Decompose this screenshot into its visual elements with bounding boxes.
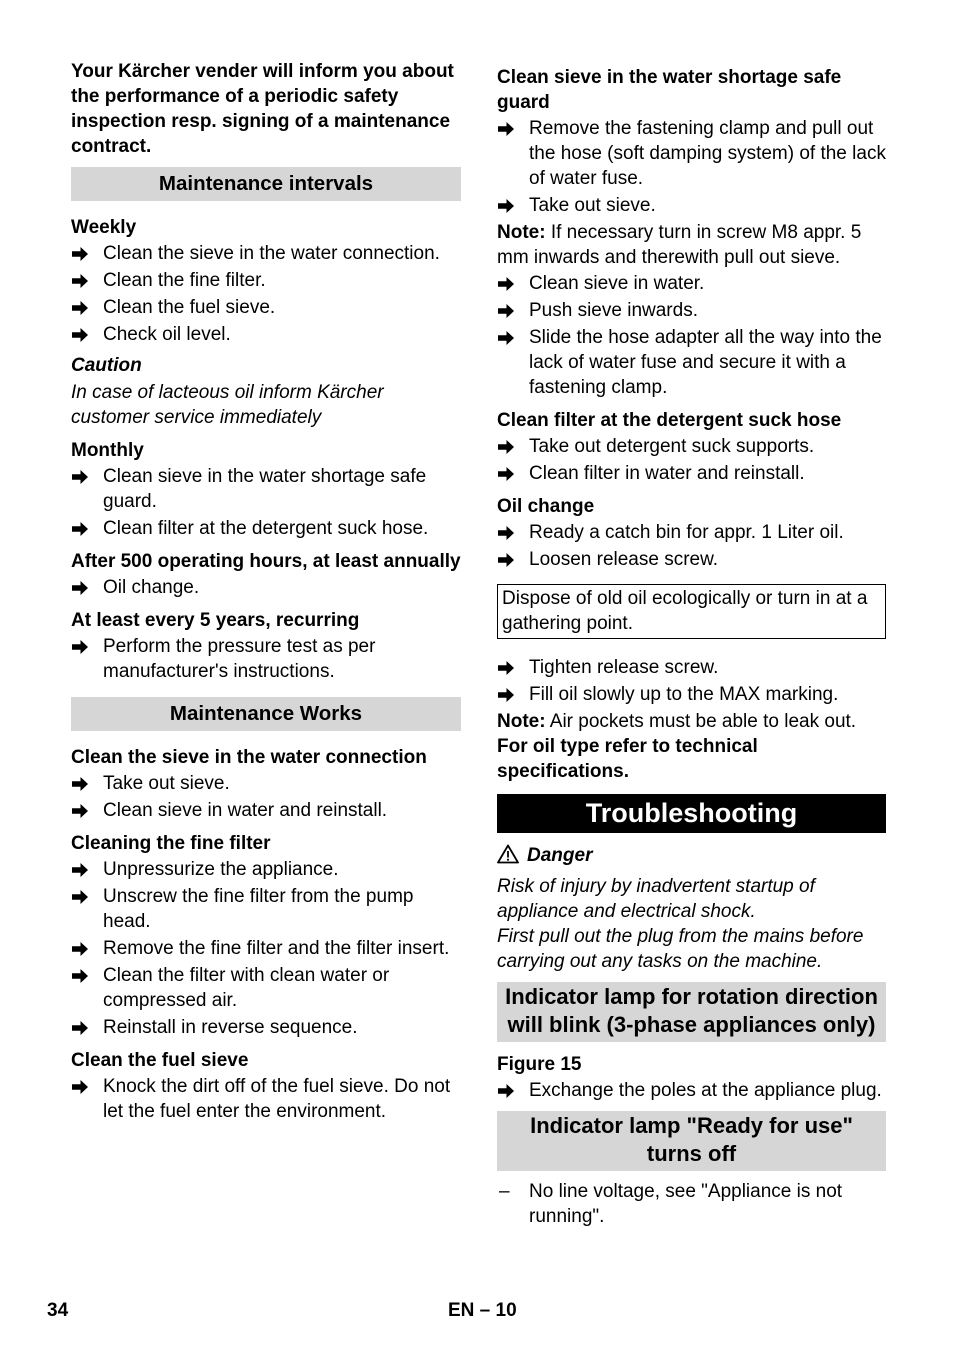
list-detergent-filter <box>497 434 886 486</box>
arrow-right-icon <box>71 857 103 882</box>
list-item-text: Clean the fuel sieve. <box>103 297 276 318</box>
list-item-text: Clean the filter with clean water or compressed air. <box>103 965 390 1011</box>
list-item <box>71 464 461 514</box>
danger-label: Danger <box>527 845 593 866</box>
list-item <box>497 655 886 680</box>
arrow-right-icon <box>497 325 529 350</box>
left-column <box>71 59 461 1126</box>
list-item-text: Reinstall in reverse sequence. <box>103 1017 358 1038</box>
arrow-right-icon <box>71 322 103 347</box>
arrow-right-icon <box>71 241 103 266</box>
list-item <box>71 241 461 266</box>
danger-heading <box>497 843 886 871</box>
section-maintenance-intervals: Maintenance intervals <box>71 167 461 201</box>
heading-every-5-years: At least every 5 years, recurring <box>71 610 360 631</box>
list-weekly <box>71 241 461 347</box>
list-item-text: Knock the dirt off of the fuel sieve. Do not let the fuel enter the environment. <box>103 1076 451 1122</box>
list-after-500-hours <box>71 575 461 600</box>
note-label: Note: <box>497 711 546 732</box>
arrow-right-icon <box>71 464 103 489</box>
arrow-right-icon <box>71 936 103 961</box>
list-item-text: Clean the fine filter. <box>103 270 266 291</box>
arrow-right-icon <box>71 1074 103 1099</box>
arrow-right-icon <box>71 771 103 796</box>
list-item-text: Unpressurize the appliance. <box>103 859 339 880</box>
list-item-text: Unscrew the fine filter from the pump head. <box>103 886 414 932</box>
arrow-right-icon <box>71 884 103 909</box>
section-page-number: EN – 10 <box>448 1300 517 1321</box>
list-item-text: Clean filter at the detergent suck hose. <box>103 518 429 539</box>
arrow-right-icon <box>497 193 529 218</box>
danger-text-2: First pull out the plug from the mains before carrying out any tasks on the machine. <box>497 926 864 972</box>
list-item-text: Take out sieve. <box>103 773 230 794</box>
arrow-right-icon <box>497 461 529 486</box>
arrow-right-icon <box>71 575 103 600</box>
list-item <box>497 434 886 459</box>
heading-water-shortage: Clean sieve in the water shortage safe guard <box>497 67 842 113</box>
list-item <box>497 116 886 191</box>
caution-text: In case of lacteous oil inform Kärcher customer service immediately <box>71 382 384 428</box>
danger-text-1: Risk of injury by inadvertent startup of appliance and electrical shock. <box>497 876 815 922</box>
list-item-text: Clean sieve in water and reinstall. <box>103 800 388 821</box>
list-oil-change-a <box>497 520 886 572</box>
section-maintenance-works: Maintenance Works <box>71 697 461 731</box>
list-item-text: Slide the hose adapter all the way into the lack of water fuse and secure it with a fastening clamp. <box>529 327 882 398</box>
section-troubleshooting: Troubleshooting <box>497 794 886 833</box>
list-item <box>497 298 886 323</box>
heading-after-500-hours: After 500 operating hours, at least annually <box>71 551 461 572</box>
list-item <box>71 936 461 961</box>
list-item <box>497 1078 886 1103</box>
list-item-text: Remove the fastening clamp and pull out the hose (soft damping system) of the lack of water fuse. <box>529 118 886 189</box>
note-label: Note: <box>497 222 546 243</box>
list-item-text: Perform the pressure test as per manufacturer's instructions. <box>103 636 376 682</box>
list-item <box>497 271 886 296</box>
list-item <box>71 798 461 823</box>
list-item-text: Remove the fine filter and the filter insert. <box>103 938 450 959</box>
right-column <box>497 65 886 1231</box>
list-item <box>71 771 461 796</box>
heading-fuel-sieve: Clean the fuel sieve <box>71 1050 249 1071</box>
heading-oil-change: Oil change <box>497 496 595 517</box>
arrow-right-icon <box>497 434 529 459</box>
list-item-text: Exchange the poles at the appliance plug. <box>529 1080 882 1101</box>
list-item <box>71 295 461 320</box>
arrow-right-icon <box>497 547 529 572</box>
heading-weekly: Weekly <box>71 217 137 238</box>
list-monthly <box>71 464 461 541</box>
arrow-right-icon <box>497 1078 529 1103</box>
list-item <box>497 520 886 545</box>
heading-detergent-filter: Clean filter at the detergent suck hose <box>497 410 842 431</box>
dash-bullet: – <box>499 1181 510 1202</box>
arrow-right-icon <box>71 634 103 659</box>
oil-type-reference: For oil type refer to technical specifications. <box>497 736 758 782</box>
arrow-right-icon <box>497 655 529 680</box>
list-oil-change-b <box>497 655 886 707</box>
list-item <box>71 634 461 684</box>
list-item-text: Check oil level. <box>103 324 231 345</box>
list-item <box>71 884 461 934</box>
list-item <box>71 963 461 1013</box>
list-item <box>497 682 886 707</box>
list-item <box>71 516 461 541</box>
list-item <box>71 857 461 882</box>
list-water-shortage-a <box>497 116 886 218</box>
list-item-text: Loosen release screw. <box>529 549 719 570</box>
list-rotation-lamp <box>497 1078 886 1103</box>
section-ready-lamp: Indicator lamp "Ready for use" turns off <box>497 1111 886 1171</box>
list-item <box>71 322 461 347</box>
list-item-text: Oil change. <box>103 577 200 598</box>
section-rotation-lamp: Indicator lamp for rotation direction will blink (3-phase appliances only) <box>497 982 886 1042</box>
arrow-right-icon <box>71 963 103 988</box>
note-water-shortage <box>497 220 886 270</box>
arrow-right-icon <box>71 798 103 823</box>
arrow-right-icon <box>497 520 529 545</box>
list-item-text: Take out detergent suck supports. <box>529 436 815 457</box>
list-item <box>497 1179 886 1229</box>
list-item <box>71 575 461 600</box>
note-oil-change <box>497 709 886 734</box>
arrow-right-icon <box>497 116 529 141</box>
arrow-right-icon <box>497 682 529 707</box>
list-item <box>497 193 886 218</box>
list-fuel-sieve <box>71 1074 461 1124</box>
list-item-text: No line voltage, see "Appliance is not running". <box>529 1181 843 1227</box>
list-item <box>497 461 886 486</box>
figure-reference: Figure 15 <box>497 1054 582 1075</box>
heading-caution: Caution <box>71 355 142 376</box>
arrow-right-icon <box>71 1015 103 1040</box>
list-water-shortage-b <box>497 271 886 400</box>
list-item <box>71 1074 461 1124</box>
heading-monthly: Monthly <box>71 440 144 461</box>
heading-water-connection: Clean the sieve in the water connection <box>71 747 427 768</box>
list-item-text: Clean the sieve in the water connection. <box>103 243 440 264</box>
intro-text: Your Kärcher vender will inform you about the performance of a periodic safety inspection resp. signing of a maintenance contract. <box>71 61 454 157</box>
list-item-text: Push sieve inwards. <box>529 300 698 321</box>
list-item <box>71 1015 461 1040</box>
list-item-text: Clean sieve in water. <box>529 273 705 294</box>
page-number: 34 <box>47 1300 69 1321</box>
list-water-connection <box>71 771 461 823</box>
list-item-text: Take out sieve. <box>529 195 656 216</box>
disposal-notice-box: Dispose of old oil ecologically or turn in at a gathering point. <box>497 584 886 639</box>
list-item-text: Clean sieve in the water shortage safe guard. <box>103 466 427 512</box>
list-item <box>497 325 886 400</box>
warning-triangle-icon <box>497 844 519 871</box>
list-item-text: Fill oil slowly up to the MAX marking. <box>529 684 839 705</box>
arrow-right-icon <box>71 295 103 320</box>
list-item-text: Clean filter in water and reinstall. <box>529 463 805 484</box>
heading-fine-filter: Cleaning the fine filter <box>71 833 271 854</box>
list-item-text: Ready a catch bin for appr. 1 Liter oil. <box>529 522 844 543</box>
note-text: Air pockets must be able to leak out. <box>545 711 857 732</box>
list-every-5-years <box>71 634 461 684</box>
arrow-right-icon <box>71 516 103 541</box>
arrow-right-icon <box>497 271 529 296</box>
list-item <box>497 547 886 572</box>
arrow-right-icon <box>497 298 529 323</box>
arrow-right-icon <box>71 268 103 293</box>
list-item <box>71 268 461 293</box>
list-item-text: Tighten release screw. <box>529 657 719 678</box>
note-text: If necessary turn in screw M8 appr. 5 mm inwards and therewith pull out sieve. <box>497 222 862 268</box>
list-fine-filter <box>71 857 461 1040</box>
